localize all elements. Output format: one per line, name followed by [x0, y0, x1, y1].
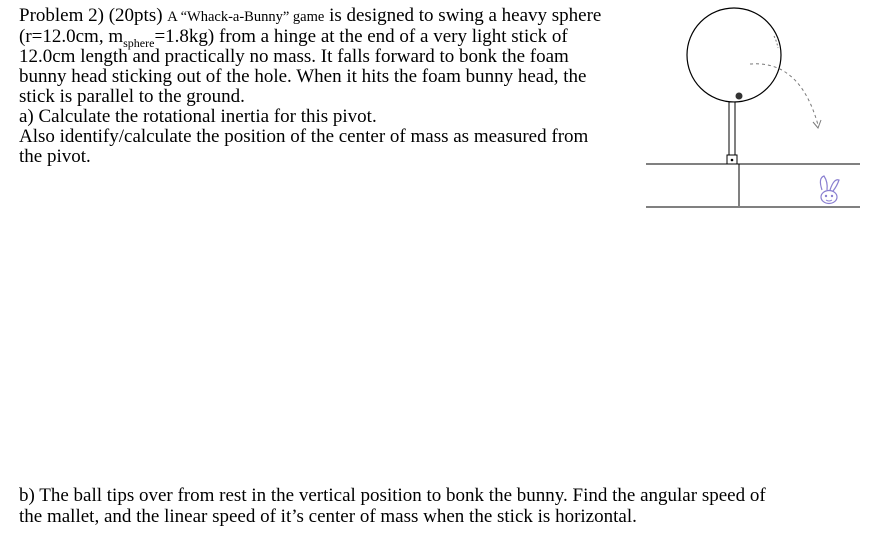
part-a-question: a) Calculate the rotational inertia for this pivot.: [19, 106, 377, 127]
problem-heading: Problem 2) (20pts): [19, 5, 163, 26]
problem-line-1: [19, 6, 644, 27]
part-b-line-1: b) The ball tips over from rest in the vertical position to bonk the bunny. Find the angular speed of: [19, 485, 766, 506]
stick: [729, 102, 735, 158]
sphere-center-dot: [736, 93, 743, 100]
part-a-question-3: the pivot.: [19, 146, 91, 167]
problem-intro: A “Whack-a-Bunny” game: [167, 9, 325, 25]
bunny-head: [820, 176, 839, 204]
mass-subscript: sphere: [123, 36, 155, 50]
part-a-question-2: Also identify/calculate the position of the center of mass as measured from: [19, 126, 589, 147]
problem-line-2: [19, 26, 644, 50]
sphere: [687, 8, 781, 102]
problem-line-5: stick is parallel to the ground.: [19, 86, 245, 107]
problem-statement: [19, 6, 644, 167]
problem-line-4: bunny head sticking out of the hole. When it hits the foam bunny head, the: [19, 66, 587, 87]
problem-line-1-text: is designed to swing a heavy sphere: [329, 5, 602, 26]
problem-line-3: 12.0cm length and practically no mass. It falls forward to bonk the foam: [19, 46, 569, 67]
hinge-pin: [731, 159, 734, 162]
mallet-diagram: [640, 0, 886, 220]
part-b-question: [19, 485, 879, 527]
problem-line-2-a: (r=12.0cm, m: [19, 26, 124, 47]
problem-line-2-b: =1.8kg) from a hinge at the end of a very light stick of: [154, 26, 568, 47]
part-b-line-2: the mallet, and the linear speed of it’s center of mass when the stick is horizontal.: [19, 506, 637, 527]
